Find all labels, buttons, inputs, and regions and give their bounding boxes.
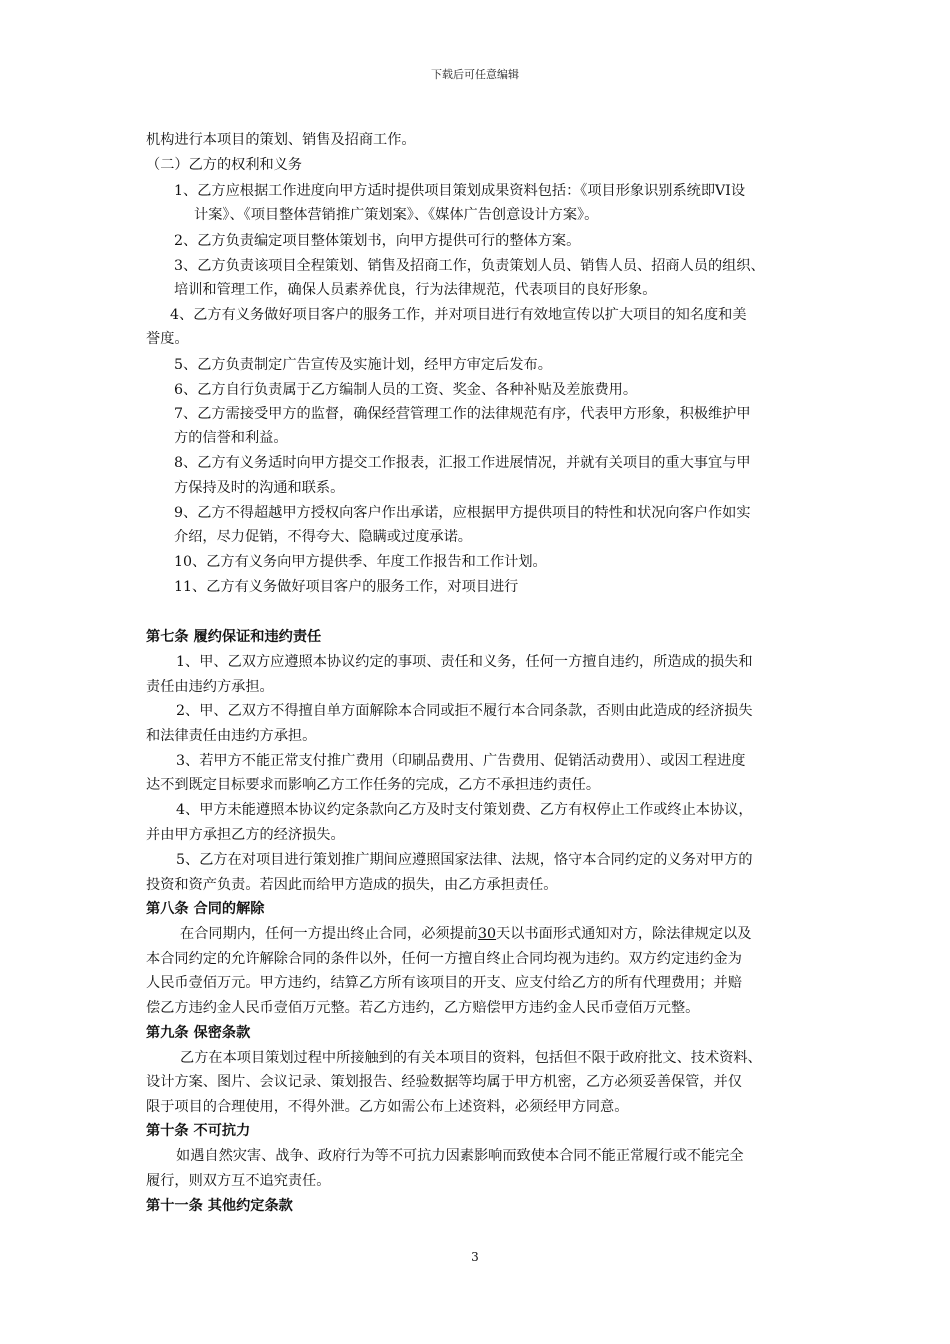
- text-line: 设计方案、图片、会议记录、策划报告、经验数据等均属于甲方机密，乙方必须妥善保管，并仅: [146, 1074, 742, 1090]
- text-line: 2、乙方负责编定项目整体策划书，向甲方提供可行的整体方案。: [174, 233, 581, 249]
- text-line: 计案》、《项目整体营销推广策划案》、《媒体广告创意设计方案》。: [194, 207, 599, 223]
- section-heading: （二）乙方的权利和义务: [146, 157, 303, 173]
- text-line: 10、乙方有义务向甲方提供季、年度工作报告和工作计划。: [174, 554, 547, 570]
- text-line: 如遇自然灾害、战争、政府行为等不可抗力因素影响而致使本合同不能正常履行或不能完全: [176, 1148, 744, 1164]
- article-heading: 第十条 不可抗力: [146, 1123, 251, 1139]
- text-line: 机构进行本项目的策划、销售及招商工作。: [146, 132, 416, 148]
- text-line: 7、乙方需接受甲方的监督，确保经营管理工作的法律规范有序，代表甲方形象，积极维护甲: [174, 406, 751, 422]
- text-line: 11、乙方有义务做好项目客户的服务工作，对项目进行: [174, 579, 519, 595]
- text-line: 并由甲方承担乙方的经济损失。: [146, 827, 345, 843]
- text-line: 5、乙方负责制定广告宣传及实施计划，经甲方审定后发布。: [174, 357, 552, 373]
- text-line: 履行，则双方互不追究责任。: [146, 1173, 331, 1189]
- text-line: 方的信誉和利益。: [174, 430, 288, 446]
- page-number: 3: [471, 1250, 479, 1264]
- text-line: 人民币壹佰万元。甲方违约，结算乙方所有该项目的开支、应支付给乙方的所有代理费用；并赔: [146, 975, 742, 991]
- text-line: 2、甲、乙双方不得擅自单方面解除本合同或拒不履行本合同条款，否则由此造成的经济损失: [176, 703, 753, 719]
- text-line: 4、甲方未能遵照本协议约定条款向乙方及时支付策划费、乙方有权停止工作或终止本协议，: [176, 802, 753, 818]
- text-line: 和法律责任由违约方承担。: [146, 728, 317, 744]
- text-line: 4、乙方有义务做好项目客户的服务工作，并对项目进行有效地宣传以扩大项目的知名度和美: [170, 307, 747, 323]
- text-line: 限于项目的合理使用，不得外泄。乙方如需公布上述资料，必须经甲方同意。: [146, 1099, 629, 1115]
- text-line: 6、乙方自行负责属于乙方编制人员的工资、奖金、各种补贴及差旅费用。: [174, 382, 638, 398]
- text-line: 3、乙方负责该项目全程策划、销售及招商工作，负责策划人员、销售人员、招商人员的组织、: [174, 258, 765, 274]
- text-line: 方保持及时的沟通和联系。: [174, 480, 345, 496]
- text-line: 乙方在本项目策划过程中所接触到的有关本项目的资料，包括但不限于政府批文、技术资料、: [180, 1050, 762, 1066]
- text-line: 5、乙方在对项目进行策划推广期间应遵照国家法律、法规，恪守本合同约定的义务对甲方的: [176, 852, 753, 868]
- text-line: 9、乙方不得超越甲方授权向客户作出承诺，应根据甲方提供项目的特性和状况向客户作如实: [174, 505, 751, 521]
- text-line: 责任由违约方承担。: [146, 679, 274, 695]
- article-heading: 第八条 合同的解除: [146, 901, 265, 917]
- text-segment: 在合同期内，任何一方提出终止合同，必须提前: [180, 926, 478, 942]
- article-heading: 第九条 保密条款: [146, 1025, 251, 1041]
- text-line: 培训和管理工作，确保人员素养优良，行为法律规范，代表项目的良好形象。: [174, 282, 657, 298]
- text-line: 8、乙方有义务适时向甲方提交工作报表，汇报工作进展情况，并就有关项目的重大事宜与甲: [174, 455, 751, 471]
- text-segment: 天以书面形式通知对方，除法律规定以及: [496, 926, 752, 942]
- text-line: 达不到既定目标要求而影响乙方工作任务的完成，乙方不承担违约责任。: [146, 777, 601, 793]
- page-header: 下载后可任意编辑: [431, 68, 519, 81]
- text-line: 1、甲、乙双方应遵照本协议约定的事项、责任和义务，任何一方擅自违约，所造成的损失和: [176, 654, 753, 670]
- notice-days: 30: [477, 926, 497, 942]
- text-line: 3、若甲方不能正常支付推广费用（印刷品费用、广告费用、促销活动费用）、或因工程进度: [176, 753, 746, 769]
- text-line: 誉度。: [146, 331, 189, 347]
- text-line: 本合同约定的允许解除合同的条件以外，任何一方擅自终止合同均视为违约。双方约定违约金为: [146, 951, 742, 967]
- text-line: 投资和资产负责。若因此而给甲方造成的损失，由乙方承担责任。: [146, 877, 558, 893]
- text-line: 偿乙方违约金人民币壹佰万元整。若乙方违约，乙方赔偿甲方违约金人民币壹佰万元整。: [146, 1000, 700, 1016]
- article-heading: 第十一条 其他约定条款: [146, 1198, 293, 1214]
- text-line: [180, 924, 751, 944]
- article-heading: 第七条 履约保证和违约责任: [146, 629, 322, 645]
- text-line: 介绍，尽力促销，不得夸大、隐瞒或过度承诺。: [174, 529, 472, 545]
- text-line: 1、乙方应根据工作进度向甲方适时提供项目策划成果资料包括：《项目形象识别系统即VI设: [174, 183, 746, 199]
